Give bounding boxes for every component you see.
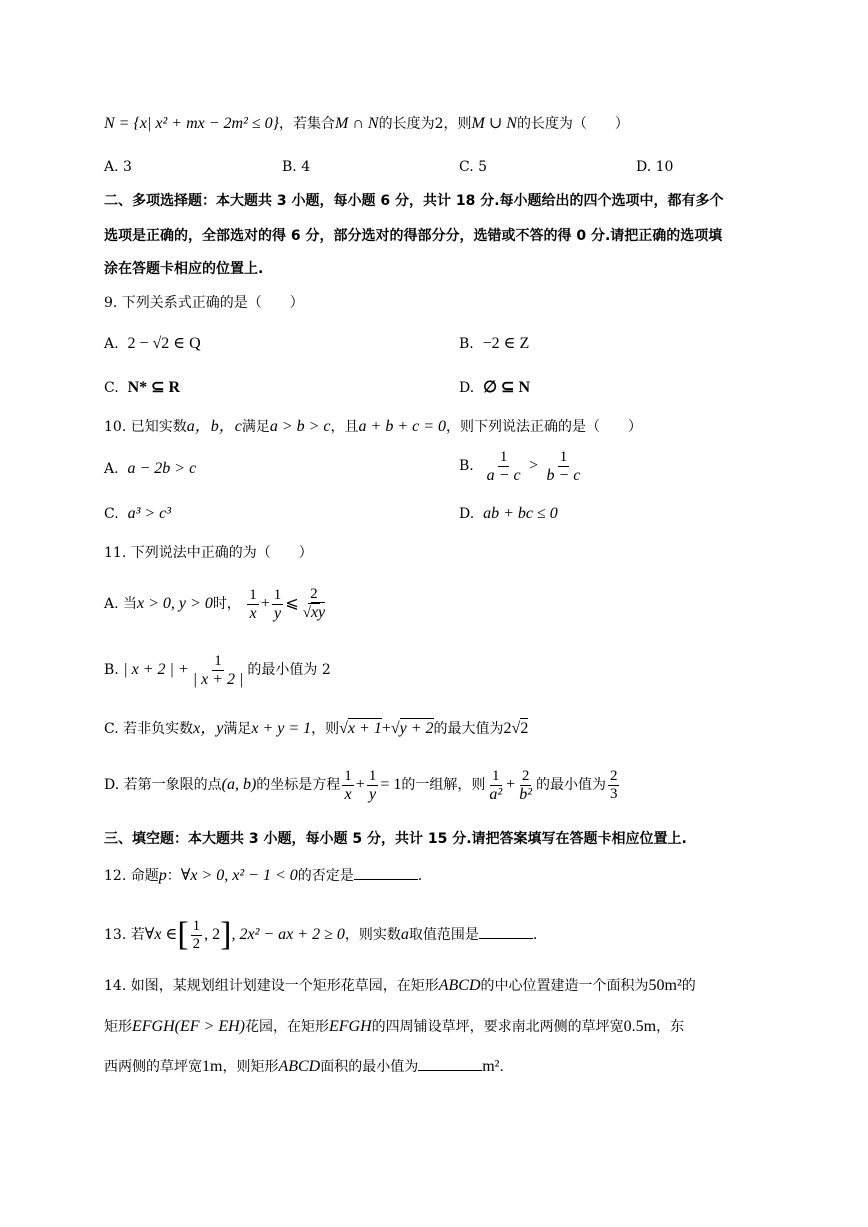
section2-line3: 涂在答题卡相应的位置上. (104, 261, 264, 277)
q8-option-d[interactable]: D. 10 (636, 159, 674, 175)
q11-option-a[interactable]: A. 当x > 0, y > 0时， $\frac{1}{x}$ + $\frac{1}{y}$ ⩽ $\frac{2}{√xy}$ (104, 586, 326, 622)
q8-set-expr: N = {x| x² + mx − 2m² ≤ 0} (104, 115, 280, 132)
q12-stem: 12. 命题p：∀x > 0, x² − 1 < 0的否定是 . (104, 867, 423, 884)
q8-stem: N = {x| x² + mx − 2m² ≤ 0}，若集合M ∩ N的长度为2，则M ∪ N的长度为（ ） (104, 115, 629, 132)
fraction: $\frac{1}{b - c}$ (546, 448, 581, 484)
answer-blank[interactable] (418, 1056, 482, 1071)
q9-option-c[interactable]: C. N* ⊆ R (104, 379, 181, 396)
q8-option-b[interactable]: B. 4 (282, 159, 311, 175)
q9-option-d[interactable]: D. ∅ ⊆ N (459, 379, 530, 396)
section2-line2: 选项是正确的，全部选对的得 6 分，部分选对的得部分分，选错或不答的得 0 分.请把正确的选项填 (104, 228, 723, 244)
fraction: $\frac{1}{| x + 2 |}$ (192, 652, 244, 688)
q14-line1: 14. 如图，某规划组计划建设一个矩形花草园，在矩形ABCD的中心位置建造一个面积为50m²的 (104, 977, 696, 994)
fraction: $\frac{1}{x}$ (249, 586, 257, 622)
q9-option-a[interactable]: A. 2 − √2 ∈ Q (104, 335, 201, 352)
q9-stem: 9. 下列关系式正确的是（ ） (104, 295, 304, 311)
q8-option-a[interactable]: A. 3 (104, 159, 132, 175)
section2-line1: 二、多项选择题：本大题共 3 小题，每小题 6 分，共计 18 分.每小题给出的四个选项中，都有多个 (104, 193, 724, 209)
fraction: $\frac{2}{\text{b²}}$ (519, 767, 532, 803)
q8-option-c[interactable]: C. 5 (459, 159, 488, 175)
q11-option-d[interactable]: D. 若第一象限的点(a, b)的坐标是方程 $\frac{1}{x}$ + $\frac{1}{y}$ = 1的一组解，则 $\frac{1}{\text{a²}}$ + $\frac{2}{\text{b²}}$ 的最小值为 $\frac{2}{3}$ (104, 767, 618, 803)
fraction: $\frac{2}{√xy}$ (302, 586, 326, 621)
fraction: $\frac{1}{\text{a²}}$ (489, 767, 503, 803)
q9-option-b[interactable]: B. −2 ∈ Z (459, 335, 530, 352)
fraction: $\frac{1}{y}$ (368, 767, 377, 803)
q10-option-a[interactable]: A. a − 2b > c (104, 460, 197, 477)
q11-stem: 11. 下列说法中正确的为（ ） (104, 545, 313, 561)
q14-line3: 西两侧的草坪宽1m，则矩形ABCD面积的最小值为 m². (104, 1058, 504, 1075)
fraction: $\frac{1}{a - c}$ (486, 448, 521, 484)
answer-blank[interactable] (354, 865, 418, 880)
q10-option-b[interactable]: B. $\frac{1}{a - c}$ > $\frac{1}{b - c}$ (459, 448, 581, 484)
q10-option-d[interactable]: D. ab + bc ≤ 0 (459, 505, 558, 522)
section3-line1: 三、填空题：本大题共 3 小题，每小题 5 分，共计 15 分.请把答案填写在答题卡相应位置上. (104, 831, 687, 847)
q11-option-c[interactable]: C. 若非负实数x，y满足x + y = 1，则√x + 1+√y + 2的最大值为2√2 (104, 720, 529, 737)
fraction: $\frac{1}{y}$ (273, 586, 282, 622)
q10-stem: 10. 已知实数a，b，c满足a > b > c，且a + b + c = 0，则下列说法正确的是（ ） (104, 418, 643, 435)
answer-blank[interactable] (479, 924, 533, 939)
fraction: $\frac{1}{x}$ (344, 767, 352, 803)
fraction: $\frac{1}{2}$ (192, 917, 201, 952)
q13-stem: 13. 若∀x ∈[ $\frac{1}{2}$ , 2], 2x² − ax + 2 ≥ 0，则实数a取值范围是 . (104, 916, 538, 953)
q11-option-b[interactable]: B. | x + 2 | + $\frac{1}{| x + 2 |}$ 的最小值为 2 (104, 652, 331, 688)
q10-option-c[interactable]: C. a³ > c³ (104, 505, 172, 522)
fraction: $\frac{2}{3}$ (609, 767, 618, 802)
q14-line2: 矩形EFGH(EF > EH)花园，在矩形EFGH的四周铺设草坪，要求南北两侧的草坪宽0.5m，东 (104, 1018, 685, 1035)
